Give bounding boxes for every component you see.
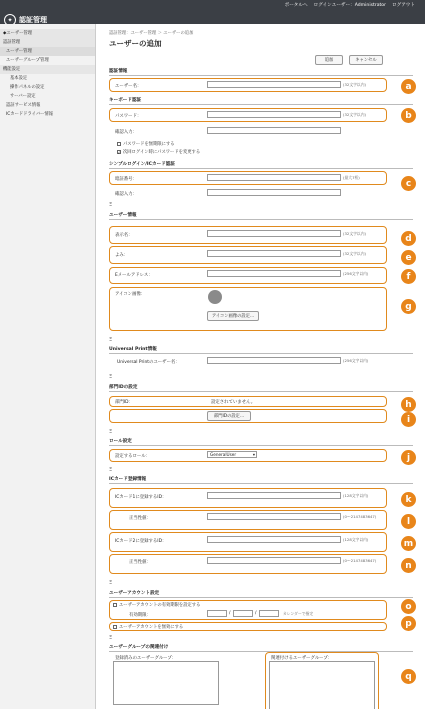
registered-groups-label: 登録済みのユーザーグループ：: [115, 656, 177, 661]
divider: [109, 219, 413, 220]
top-links: [285, 2, 415, 8]
email-label: Eメールアドレス：: [115, 273, 153, 278]
callout-l: l: [401, 514, 416, 529]
page-title: ユーザーの追加: [109, 39, 162, 48]
card2-regex-hint: (0～2147483647): [343, 558, 377, 563]
password-hint: (32文字以内): [343, 112, 366, 117]
logout-link[interactable]: ログアウト: [392, 3, 415, 8]
callout-n: n: [401, 558, 416, 573]
username-hint: (32文字以内): [343, 82, 366, 87]
callout-a: a: [401, 79, 416, 94]
divider: [109, 445, 413, 446]
sidebar-item-auth[interactable]: 認証管理: [0, 38, 95, 47]
divider: [109, 483, 413, 484]
dept-id-label: 部門ID：: [115, 400, 133, 405]
role-select[interactable]: GeneralUser ▾: [207, 451, 257, 458]
section-dept: 部門IDの設定: [109, 385, 138, 390]
chevron-down-icon: ▾: [252, 452, 255, 457]
main-content: [103, 24, 419, 709]
divider: [109, 391, 413, 392]
expiry-label: 有効期限：: [129, 613, 151, 618]
callout-b: b: [401, 108, 416, 123]
icon-setting-button[interactable]: アイコン画像の設定...: [207, 311, 259, 321]
divider: [109, 75, 413, 76]
callout-m: m: [401, 536, 416, 551]
dept-id-value: 設定されていません。: [211, 400, 256, 405]
uprint-name-label: Universal Printのユーザー名：: [117, 360, 180, 365]
card1-input[interactable]: [207, 492, 341, 499]
section-role: ロール設定: [109, 439, 132, 444]
email-input[interactable]: [207, 270, 341, 277]
app-logo-icon: ✦: [4, 14, 16, 26]
username-input[interactable]: [207, 81, 341, 88]
top-bar: [0, 0, 425, 24]
callout-j: j: [401, 450, 416, 465]
uprint-name-input[interactable]: [207, 357, 341, 364]
divider: [109, 353, 413, 354]
section-basic: 認証情報: [109, 69, 128, 74]
collapse-marker: Ξ: [109, 374, 113, 380]
sidebar-item-user-manage[interactable]: ◆ユーザー管理: [0, 29, 95, 38]
collapse-marker: Ξ: [109, 467, 113, 473]
sidebar-item-basic[interactable]: 基本設定: [10, 76, 28, 81]
card1-hint: (128文字以内): [343, 493, 369, 498]
display-name-hint: (32文字以内): [343, 231, 366, 236]
change-next-login-checkbox[interactable]: ✓ 次回ログイン時にパスワードを変更する: [117, 149, 201, 155]
portal-link[interactable]: ポータルへ: [284, 3, 308, 8]
collapse-marker: Ξ: [109, 580, 113, 586]
password-label: パスワード：: [115, 114, 142, 119]
password-confirm-label: 確認入力：: [115, 130, 137, 135]
section-iccard: ICカード登録情報: [109, 477, 147, 482]
card2-label: ICカード2に登録するID：: [115, 539, 167, 544]
callout-c: c: [401, 176, 416, 191]
section-user-info: ユーザー情報: [109, 213, 137, 218]
section-account: ユーザーアカウント設定: [109, 591, 160, 596]
callout-f: f: [401, 269, 416, 284]
collapse-marker: Ξ: [109, 635, 113, 641]
sidebar-item-panel[interactable]: 操作パネルの設定: [10, 85, 45, 90]
divider: [109, 597, 413, 598]
pin-confirm-label: 確認入力：: [115, 192, 137, 197]
callout-o: o: [401, 599, 416, 614]
date-separator: /: [255, 611, 257, 616]
cancel-button[interactable]: キャンセル: [349, 55, 383, 65]
sidebar-item-server[interactable]: サーバー設定: [10, 94, 36, 99]
registered-groups-list[interactable]: [113, 661, 219, 705]
callout-q: q: [401, 669, 416, 684]
callout-d: d: [401, 231, 416, 246]
sidebar: [0, 24, 96, 709]
password-input[interactable]: [207, 111, 341, 118]
section-simple: シンプルログイン/ICカード認証: [109, 162, 175, 167]
callout-i: i: [401, 412, 416, 427]
email-hint: (256文字以内): [343, 271, 369, 276]
callout-k: k: [401, 492, 416, 507]
assign-groups-label: 関連付けるユーザーグループ：: [271, 656, 333, 661]
divider: [109, 168, 413, 169]
callout-h: h: [401, 397, 416, 412]
divider: [109, 104, 413, 105]
app-title: 認証管理: [19, 16, 47, 24]
dept-setting-button[interactable]: 部門IDの設定...: [207, 411, 251, 421]
expiry-day-input[interactable]: [259, 610, 279, 617]
no-password-expiry-checkbox[interactable]: パスワードを無期限にする: [117, 141, 175, 147]
expiry-year-input[interactable]: [207, 610, 227, 617]
pin-input[interactable]: [207, 174, 341, 181]
card2-hint: (128文字以内): [343, 537, 369, 542]
sidebar-item-users[interactable]: ユーザー管理: [0, 47, 95, 56]
card2-regex-label: 正当性値：: [129, 560, 151, 565]
expiry-month-input[interactable]: [233, 610, 253, 617]
assign-groups-list[interactable]: [269, 661, 375, 709]
uprint-name-hint: (256文字以内): [343, 358, 369, 363]
card1-regex-label: 正当性値：: [129, 516, 151, 521]
sidebar-item-icdriver[interactable]: ICカードドライバー情報: [6, 112, 54, 117]
password-confirm-input[interactable]: [207, 127, 341, 134]
card1-regex-hint: (0～2147483647): [343, 514, 377, 519]
login-user-label: ログインユーザー：Administrator: [313, 3, 387, 8]
section-password: キーボード認証: [109, 98, 142, 103]
section-groups: ユーザーグループの関連付け: [109, 645, 169, 650]
disable-account-checkbox[interactable]: ユーザーアカウントを無効にする: [113, 624, 183, 630]
callout-p: p: [401, 616, 416, 631]
pin-label: 暗証番号：: [115, 177, 137, 182]
role-label: 設定するロール：: [115, 454, 151, 459]
callout-g: g: [401, 299, 416, 314]
pin-confirm-input[interactable]: [207, 189, 341, 196]
card2-input[interactable]: [207, 536, 341, 543]
collapse-marker: Ξ: [109, 429, 113, 435]
pin-hint: (最大7桁): [343, 175, 360, 180]
collapse-marker: Ξ: [109, 202, 113, 208]
callout-e: e: [401, 250, 416, 265]
card2-regex-input[interactable]: [207, 557, 341, 564]
username-label: ユーザー名：: [115, 84, 142, 89]
display-name-input[interactable]: [207, 230, 341, 237]
card1-label: ICカード1に登録するID：: [115, 495, 167, 500]
sidebar-item-functions[interactable]: 機能設定: [0, 65, 95, 74]
furigana-input[interactable]: [207, 250, 341, 257]
sidebar-item-groups[interactable]: ユーザーグループ管理: [6, 58, 49, 63]
furigana-label: よみ：: [115, 253, 129, 258]
sidebar-item-service-info[interactable]: 認証サービス情報: [6, 103, 41, 108]
highlight-g: [109, 287, 387, 331]
card1-regex-input[interactable]: [207, 513, 341, 520]
calendar-link[interactable]: カレンダーで指定: [283, 611, 314, 616]
date-separator: /: [229, 611, 231, 616]
avatar: [208, 290, 222, 304]
add-button[interactable]: 追加: [315, 55, 343, 65]
section-uprint: Universal Print情報: [109, 347, 157, 352]
display-name-label: 表示名：: [115, 233, 133, 238]
set-expiry-checkbox[interactable]: ユーザーアカウントの有効期限を設定する: [113, 602, 200, 608]
icon-label: アイコン画像：: [115, 292, 146, 297]
collapse-marker: Ξ: [109, 337, 113, 343]
breadcrumb: 認証管理：ユーザー管理 ＞ ユーザーの追加: [109, 31, 194, 36]
furigana-hint: (32文字以内): [343, 251, 366, 256]
